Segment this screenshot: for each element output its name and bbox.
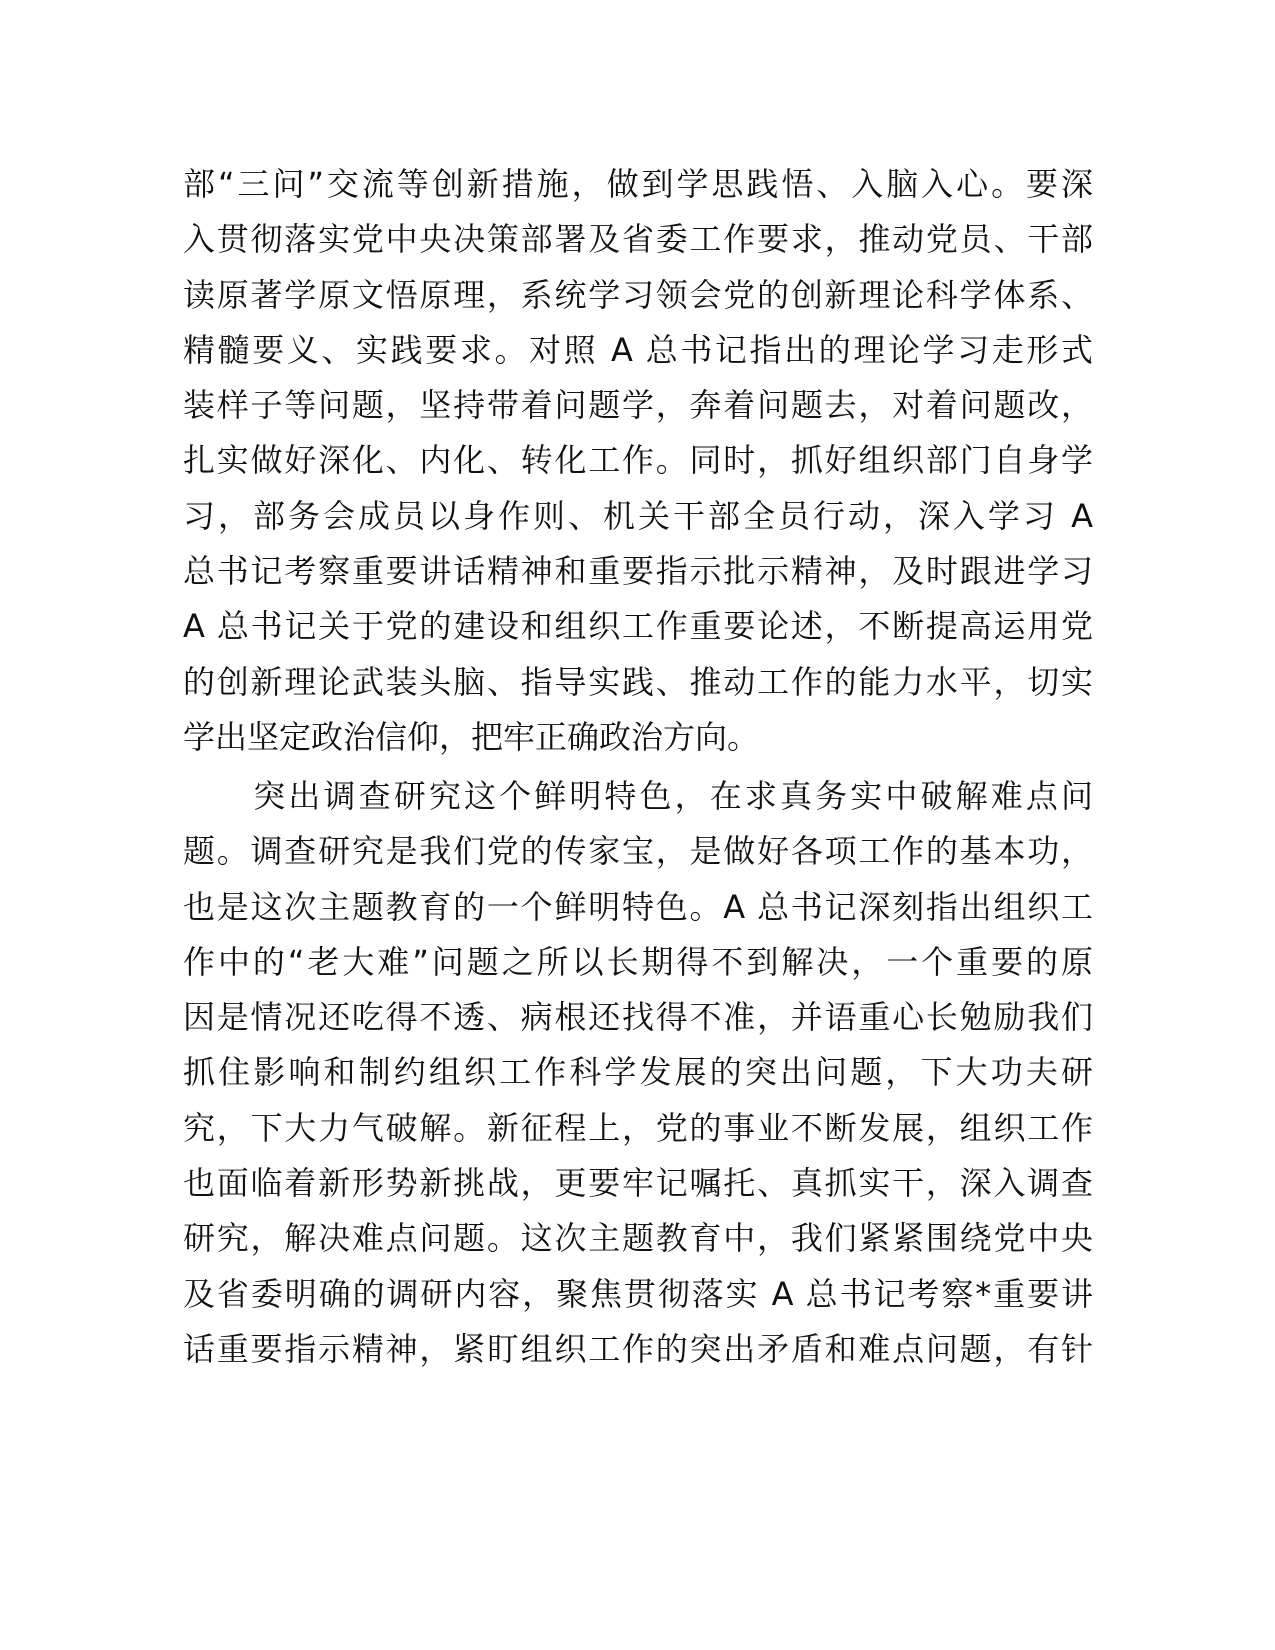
text-line: 题。调查研究是我们党的传家宝，是做好各项工作的基本功， — [183, 832, 1093, 871]
text-line: 读原著学原文悟原理，系统学习领会党的创新理论科学体系、 — [183, 275, 1093, 314]
text-line: 入贯彻落实党中央决策部署及省委工作要求，推动党员、干部 — [183, 220, 1093, 259]
text-line: 抓住影响和制约组织工作科学发展的突出问题，下大功夫研 — [183, 1053, 1093, 1092]
text-line: 因是情况还吃得不透、病根还找得不准，并语重心长勉励我们 — [183, 998, 1093, 1037]
paragraph-2 — [183, 769, 1093, 1377]
text-line: 精髓要义、实践要求。对照 A 总书记指出的理论学习走形式 — [183, 330, 1093, 369]
paragraph-1 — [183, 157, 1093, 765]
text-line: 及省委明确的调研内容，聚焦贯彻落实 A 总书记考察*重要讲 — [183, 1274, 1093, 1313]
text-line: 究，下大力气破解。新征程上，党的事业不断发展，组织工作 — [183, 1108, 1093, 1147]
text-line: 学出坚定政治信仰，把牢正确政治方向。 — [183, 717, 760, 756]
text-line: 突出调查研究这个鲜明特色，在求真务实中破解难点问 — [183, 777, 1093, 815]
text-line: 研究，解决难点问题。这次主题教育中，我们紧紧围绕党中央 — [183, 1219, 1093, 1258]
text-line: 也面临着新形势新挑战，更要牢记嘱托、真抓实干，深入调查 — [183, 1164, 1093, 1203]
text-line: 扎实做好深化、内化、转化工作。同时，抓好组织部门自身学 — [183, 441, 1093, 480]
text-line: 部“三问”交流等创新措施，做到学思践悟、入脑入心。要深 — [183, 165, 1093, 203]
text-line: 也是这次主题教育的一个鲜明特色。A 总书记深刻指出组织工 — [183, 887, 1093, 926]
text-line: 习，部务会成员以身作则、机关干部全员行动，深入学习 A — [183, 496, 1093, 535]
text-line: 装样子等问题，坚持带着问题学，奔着问题去，对着问题改， — [183, 386, 1093, 425]
text-line: 的创新理论武装头脑、指导实践、推动工作的能力水平，切实 — [183, 662, 1093, 701]
text-line: 总书记考察重要讲话精神和重要指示批示精神，及时跟进学习 — [183, 552, 1093, 591]
text-line: A 总书记关于党的建设和组织工作重要论述，不断提高运用党 — [183, 607, 1093, 646]
text-line: 作中的“老大难”问题之所以长期得不到解决，一个重要的原 — [183, 942, 1093, 981]
text-line: 话重要指示精神，紧盯组织工作的突出矛盾和难点问题，有针 — [183, 1329, 1093, 1368]
